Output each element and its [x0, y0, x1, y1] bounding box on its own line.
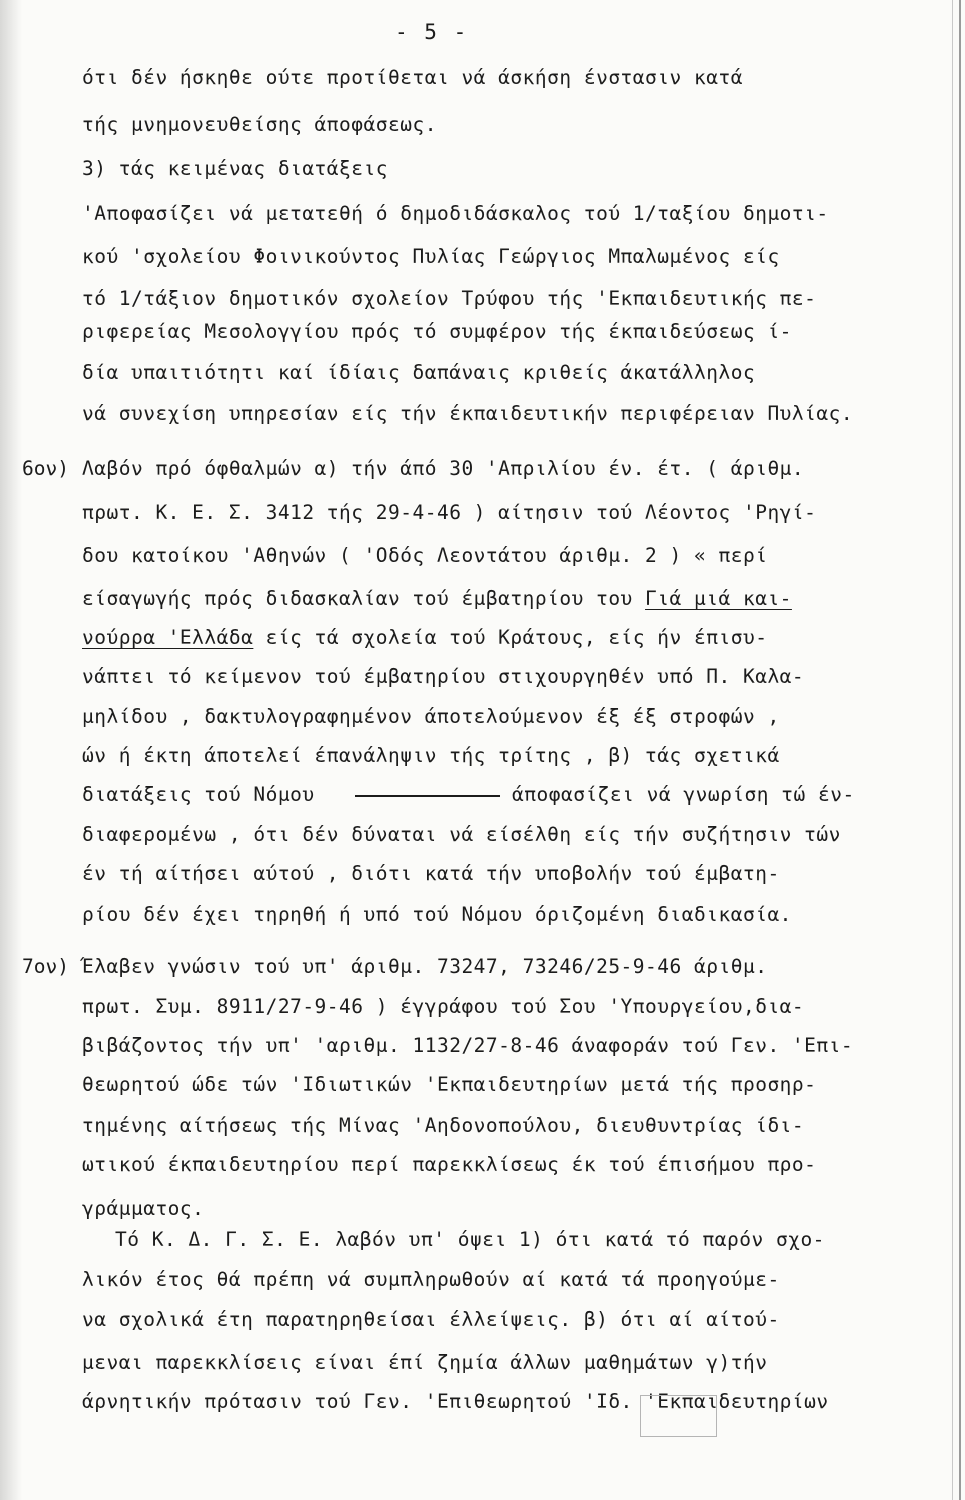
text-segment: είσαγωγής πρός διδασκαλίαν τού έμβατηρίου του: [82, 587, 646, 610]
text-line: άποφασίζει νά γνωρίση τώ έν-: [512, 783, 855, 806]
text-line: γράμματος.: [82, 1197, 205, 1220]
faint-stamp: [640, 1395, 717, 1437]
text-segment: είς τά σχολεία τού Κράτους, είς ήν έπισυ-: [253, 626, 768, 649]
text-line: τής μνημονευθείσης άποφάσεως.: [82, 113, 437, 136]
text-line: τημένης αίτήσεως τής Μίνας 'Αηδονοπούλου, διευθυντρίας ίδι-: [82, 1114, 805, 1137]
text-line: νά συνεχίση υπηρεσίαν είς τήν έκπαιδευτικήν περιφέρειαν Πυλίας.: [82, 402, 854, 425]
text-line: Τό Κ. Δ. Γ. Σ. Ε. λαβόν υπ' όψει 1) ότι κατά τό παρόν σχο-: [115, 1228, 825, 1251]
text-line: μεναι παρεκκλίσεις είναι έπί ζημία άλλων μαθημάτων γ)τήν: [82, 1351, 768, 1374]
scan-shadow: [0, 0, 22, 1500]
song-title-underlined: νούρρα 'Ελλάδα: [82, 626, 254, 649]
page-number: - 5 -: [395, 20, 469, 44]
text-line: μηλίδου , δακτυλογραφημένον άποτελούμενον έξ έξ στροφών ,: [82, 705, 780, 728]
page-edge-inner: [952, 0, 953, 1500]
text-line: ριφερείας Μεσολογγίου πρός τό συμφέρον τής έκπαιδεύσεως ί-: [82, 320, 792, 343]
text-line: να σχολικά έτη παρατηρηθείσαι έλλείψεις. β) ότι αί αίτού-: [82, 1308, 780, 1331]
text-line: [82, 626, 767, 649]
text-line: 'Αποφασίζει νά μετατεθή ό δημοδιδάσκαλος τού 1/ταξίου δημοτι-: [82, 202, 829, 225]
text-line: 3) τάς κειμένας διατάξεις: [82, 157, 388, 180]
section-number: 6ον): [22, 457, 69, 480]
page-edge: [959, 0, 961, 1500]
text-line: δία υπαιτιότητι καί ίδίαις δαπάναις κριθείς άκατάλληλος: [82, 361, 756, 384]
section-number: 7ον): [22, 955, 69, 978]
text-line: τό 1/τάξιον δημοτικόν σχολείον Τρύφου τής 'Εκπαιδευτικής πε-: [82, 287, 817, 310]
text-line: Λαβόν πρό όφθαλμών α) τήν άπό 30 'Απριλίου έν. έτ. ( άριθμ.: [82, 457, 805, 480]
song-title-underlined: Γιά μιά και-: [645, 587, 792, 610]
text-line: ωτικού έκπαιδευτηρίου περί παρεκκλίσεως έκ τού έπισήμου προ-: [82, 1153, 817, 1176]
text-line: βιβάζοντος τήν υπ' 'αριθμ. 1132/27-8-46 άναφοράν τού Γεν. 'Επι-: [82, 1034, 854, 1057]
text-line: πρωτ. Συμ. 8911/27-9-46 ) έγγράφου τού Σου 'Υπουργείου,δια-: [82, 995, 805, 1018]
text-line: θεωρητού ώδε τών 'Ιδιωτικών 'Εκπαιδευτηρίων μετά τής προσηρ-: [82, 1073, 817, 1096]
text-line: κού 'σχολείου Φοινικούντος Πυλίας Γεώργιος Μπαλωμένος είς: [82, 245, 780, 268]
text-line: Έλαβεν γνώσιν τού υπ' άριθμ. 73247, 73246/25-9-46 άριθμ.: [82, 955, 768, 978]
text-line: έν τή αίτήσει αύτού , διότι κατά τήν υποβολήν τού έμβατη-: [82, 862, 780, 885]
text-line: [82, 587, 792, 610]
text-line: λικόν έτος θά πρέπη νά συμπληρωθούν αί κατά τά προηγούμε-: [82, 1268, 780, 1291]
text-line: ότι δέν ήσκηθε ούτε προτίθεται νά άσκήση ένστασιν κατά: [82, 66, 743, 89]
text-line: ρίου δέν έχει τηρηθή ή υπό τού Νόμου όριζομένη διαδικασία.: [82, 903, 792, 926]
text-line: δου κατοίκου 'Αθηνών ( 'Οδός Λεοντάτου άριθμ. 2 ) « περί: [82, 544, 768, 567]
blank-line: [355, 795, 500, 797]
text-line: πρωτ. Κ. Ε. Σ. 3412 τής 29-4-46 ) αίτησιν τού Λέοντος 'Ρηγί-: [82, 501, 817, 524]
text-line: ών ή έκτη άποτελεί έπανάληψιν τής τρίτης , β) τάς σχετικά: [82, 744, 780, 767]
text-line: νάπτει τό κείμενον τού έμβατηρίου στιχουργηθέν υπό Π. Καλα-: [82, 665, 805, 688]
text-line: άρνητικήν πρότασιν τού Γεν. 'Επιθεωρητού 'Ιδ. 'Εκπαιδευτηρίων: [82, 1390, 829, 1413]
text-line: διαφερομένω , ότι δέν δύναται νά είσέλθη είς τήν συζήτησιν τών: [82, 823, 841, 846]
text-line: διατάξεις τού Νόμου: [82, 783, 315, 806]
faint-margin-text: [912, 1370, 932, 1485]
